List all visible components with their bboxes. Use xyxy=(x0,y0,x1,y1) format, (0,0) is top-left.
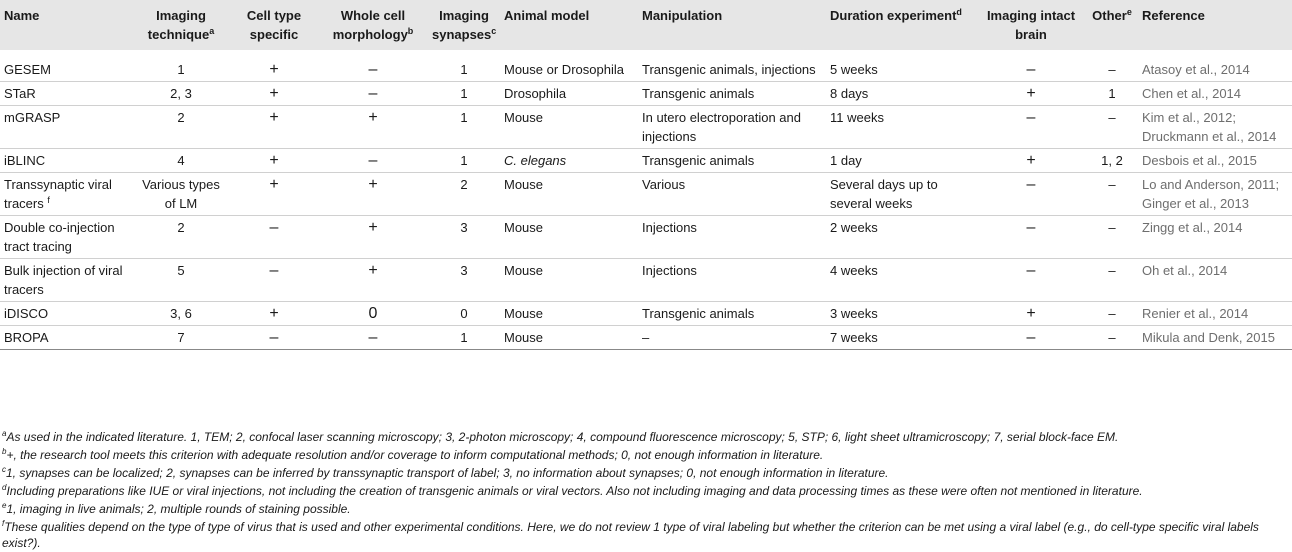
table-row xyxy=(0,50,1292,82)
cell-duration: 7 weeks xyxy=(826,326,976,350)
col-header-other: Other$^e$ xyxy=(1092,7,1132,23)
cell-other: – xyxy=(1086,216,1138,259)
footnote-e: $^e$1, imaging in live animals; 2, multiple rounds of staining possible. xyxy=(2,501,351,516)
cell-name: mGRASP xyxy=(0,106,132,149)
cell-intact-brain: + xyxy=(976,82,1086,106)
cell-animal-model: Mouse xyxy=(500,326,638,350)
cell-manipulation: Injections xyxy=(638,216,826,259)
cell-animal-model: Mouse xyxy=(500,302,638,326)
cell-manipulation: Transgenic animals xyxy=(638,149,826,173)
cell-intact-brain: + xyxy=(976,302,1086,326)
table-row xyxy=(0,173,1292,216)
footnote-c: $^c$1, synapses can be localized; 2, synapses can be inferred by transsynaptic transport of label; 3, no information about synapses; 0, not enough information in literature. xyxy=(2,465,889,480)
col-header-name: Name xyxy=(4,8,40,23)
cell-name: Double co-injection tract tracing xyxy=(0,216,132,259)
cell-cell-type-specific: + xyxy=(230,302,318,326)
cell-duration: Several days up to several weeks xyxy=(826,173,976,216)
cell-animal-model: Mouse xyxy=(500,173,638,216)
cell-other: 1, 2 xyxy=(1086,149,1138,173)
footnote-d: $^d$Including preparations like IUE or viral injections, not including the creation of transgenic animals or viral vectors. Also not including imaging and data processing times as these were often not mentioned in literature. xyxy=(2,483,1143,498)
col-header-imaging-technique: Imaging technique$^a$ xyxy=(147,8,215,42)
cell-whole-cell-morphology: – xyxy=(368,61,378,78)
cell-imaging-technique: 4 xyxy=(132,149,230,173)
cell-intact-brain: – xyxy=(976,326,1086,350)
cell-animal-model: Mouse xyxy=(500,216,638,259)
cell-duration: 5 weeks xyxy=(830,62,878,77)
cell-cell-type-specific: + xyxy=(230,82,318,106)
table-row xyxy=(0,82,1292,106)
cell-other: – xyxy=(1086,173,1138,216)
cell-imaging-synapses: 3 xyxy=(428,259,500,302)
col-header-imaging-synapses: Imaging synapses$^c$ xyxy=(432,8,497,42)
cell-reference: Lo and Anderson, 2011; Ginger et al., 2013 xyxy=(1138,173,1292,216)
cell-reference: Atasoy et al., 2014 xyxy=(1142,62,1250,77)
cell-other: 1 xyxy=(1086,82,1138,106)
cell-cell-type-specific: – xyxy=(230,216,318,259)
footnotes xyxy=(0,428,1292,552)
cell-reference: Mikula and Denk, 2015 xyxy=(1138,326,1292,350)
cell-cell-type-specific: + xyxy=(230,149,318,173)
cell-reference: Desbois et al., 2015 xyxy=(1138,149,1292,173)
table-row xyxy=(0,259,1292,302)
cell-whole-cell-morphology: 0 xyxy=(318,302,428,326)
cell-reference: Chen et al., 2014 xyxy=(1138,82,1292,106)
cell-reference: Kim et al., 2012; Druckmann et al., 2014 xyxy=(1138,106,1292,149)
cell-imaging-technique: Various types of LM xyxy=(132,173,230,216)
cell-intact-brain: – xyxy=(1026,61,1036,78)
cell-whole-cell-morphology: + xyxy=(318,216,428,259)
cell-manipulation: Transgenic animals xyxy=(638,82,826,106)
cell-intact-brain: – xyxy=(976,216,1086,259)
cell-other: – xyxy=(1086,106,1138,149)
cell-imaging-synapses: 1 xyxy=(428,149,500,173)
cell-intact-brain: – xyxy=(976,259,1086,302)
col-header-intact-brain: Imaging intact brain xyxy=(986,8,1076,42)
cell-duration: 2 weeks xyxy=(826,216,976,259)
col-header-whole-cell-morphology: Whole cell morphology$^b$ xyxy=(332,8,414,42)
cell-imaging-synapses: 1 xyxy=(428,106,500,149)
header-row xyxy=(0,0,1292,50)
cell-imaging-synapses: 1 xyxy=(428,82,500,106)
cell-duration: 4 weeks xyxy=(826,259,976,302)
cell-animal-model: Mouse xyxy=(500,106,638,149)
col-header-cell-type-specific: Cell type specific xyxy=(246,8,302,42)
cell-cell-type-specific: + xyxy=(230,173,318,216)
cell-intact-brain: – xyxy=(976,173,1086,216)
cell-animal-model: Drosophila xyxy=(500,82,638,106)
cell-other: – xyxy=(1086,259,1138,302)
table-row xyxy=(0,216,1292,259)
cell-whole-cell-morphology: + xyxy=(318,259,428,302)
footnote-a: $^a$As used in the indicated literature. 1, TEM; 2, confocal laser scanning microscopy; 3, 2-photon microscopy; 4, compound fluorescence microscopy; 5, STP; 6, light sheet ultramicroscopy; 7, serial block-face EM. xyxy=(2,429,1119,444)
cell-imaging-technique: 7 xyxy=(132,326,230,350)
footnote-f: $^f$These qualities depend on the type of type of virus that is used and other experimental conditions. Here, we do not review 1 type of viral labeling but whether the criterion can be met using a viral label (e.g., do cell-type specific viral labels exist?). xyxy=(2,519,1259,550)
cell-manipulation: Transgenic animals, injections xyxy=(642,62,816,77)
cell-imaging-technique: 1 xyxy=(177,62,185,77)
cell-imaging-synapses: 1 xyxy=(460,62,468,77)
cell-manipulation: In utero electroporation and injections xyxy=(638,106,826,149)
cell-other: – xyxy=(1086,302,1138,326)
cell-manipulation: Various xyxy=(638,173,826,216)
cell-imaging-technique: 2 xyxy=(132,106,230,149)
footnote-b: $^b$+, the research tool meets this criterion with adequate resolution and/or coverage to inform computational methods; 0, not enough information in literature. xyxy=(2,447,824,462)
cell-animal-model: C. elegans xyxy=(500,149,638,173)
cell-cell-type-specific: – xyxy=(230,259,318,302)
cell-imaging-synapses: 1 xyxy=(428,326,500,350)
table-body xyxy=(0,50,1292,350)
table-row xyxy=(0,302,1292,326)
cell-whole-cell-morphology: – xyxy=(318,149,428,173)
cell-name: STaR xyxy=(0,82,132,106)
cell-animal-model: Mouse xyxy=(500,259,638,302)
cell-duration: 11 weeks xyxy=(826,106,976,149)
cell-cell-type-specific: – xyxy=(230,326,318,350)
table-row xyxy=(0,326,1292,350)
cell-other: – xyxy=(1108,62,1116,77)
cell-name: iBLINC xyxy=(0,149,132,173)
col-header-duration: Duration experiment$^d$ xyxy=(830,7,962,23)
cell-whole-cell-morphology: + xyxy=(318,173,428,216)
table-row xyxy=(0,149,1292,173)
cell-manipulation: – xyxy=(638,326,826,350)
cell-other: – xyxy=(1086,326,1138,350)
cell-cell-type-specific: + xyxy=(230,106,318,149)
cell-imaging-synapses: 0 xyxy=(428,302,500,326)
col-header-reference: Reference xyxy=(1142,8,1205,23)
cell-name: Transsynaptic viral tracers $^f$ xyxy=(0,173,132,216)
cell-name: Bulk injection of viral tracers xyxy=(0,259,132,302)
cell-duration: 1 day xyxy=(826,149,976,173)
cell-whole-cell-morphology: + xyxy=(318,106,428,149)
cell-manipulation: Transgenic animals xyxy=(638,302,826,326)
cell-reference: Renier et al., 2014 xyxy=(1138,302,1292,326)
col-header-manipulation: Manipulation xyxy=(642,8,723,23)
cell-manipulation: Injections xyxy=(638,259,826,302)
table-row xyxy=(0,106,1292,149)
cell-name: iDISCO xyxy=(0,302,132,326)
cell-whole-cell-morphology: – xyxy=(318,82,428,106)
cell-intact-brain: – xyxy=(976,106,1086,149)
cell-cell-type-specific: + xyxy=(269,61,279,78)
cell-imaging-technique: 3, 6 xyxy=(132,302,230,326)
cell-duration: 3 weeks xyxy=(826,302,976,326)
cell-imaging-technique: 5 xyxy=(132,259,230,302)
cell-name: BROPA xyxy=(0,326,132,350)
cell-reference: Zingg et al., 2014 xyxy=(1138,216,1292,259)
cell-duration: 8 days xyxy=(826,82,976,106)
cell-animal-model: Mouse or Drosophila xyxy=(504,62,624,77)
cell-reference: Oh et al., 2014 xyxy=(1138,259,1292,302)
cell-name: GESEM xyxy=(4,62,51,77)
cell-intact-brain: + xyxy=(976,149,1086,173)
cell-imaging-synapses: 2 xyxy=(428,173,500,216)
cell-whole-cell-morphology: – xyxy=(318,326,428,350)
col-header-animal-model: Animal model xyxy=(504,8,590,23)
cell-imaging-technique: 2 xyxy=(132,216,230,259)
cell-imaging-technique: 2, 3 xyxy=(132,82,230,106)
cell-imaging-synapses: 3 xyxy=(428,216,500,259)
